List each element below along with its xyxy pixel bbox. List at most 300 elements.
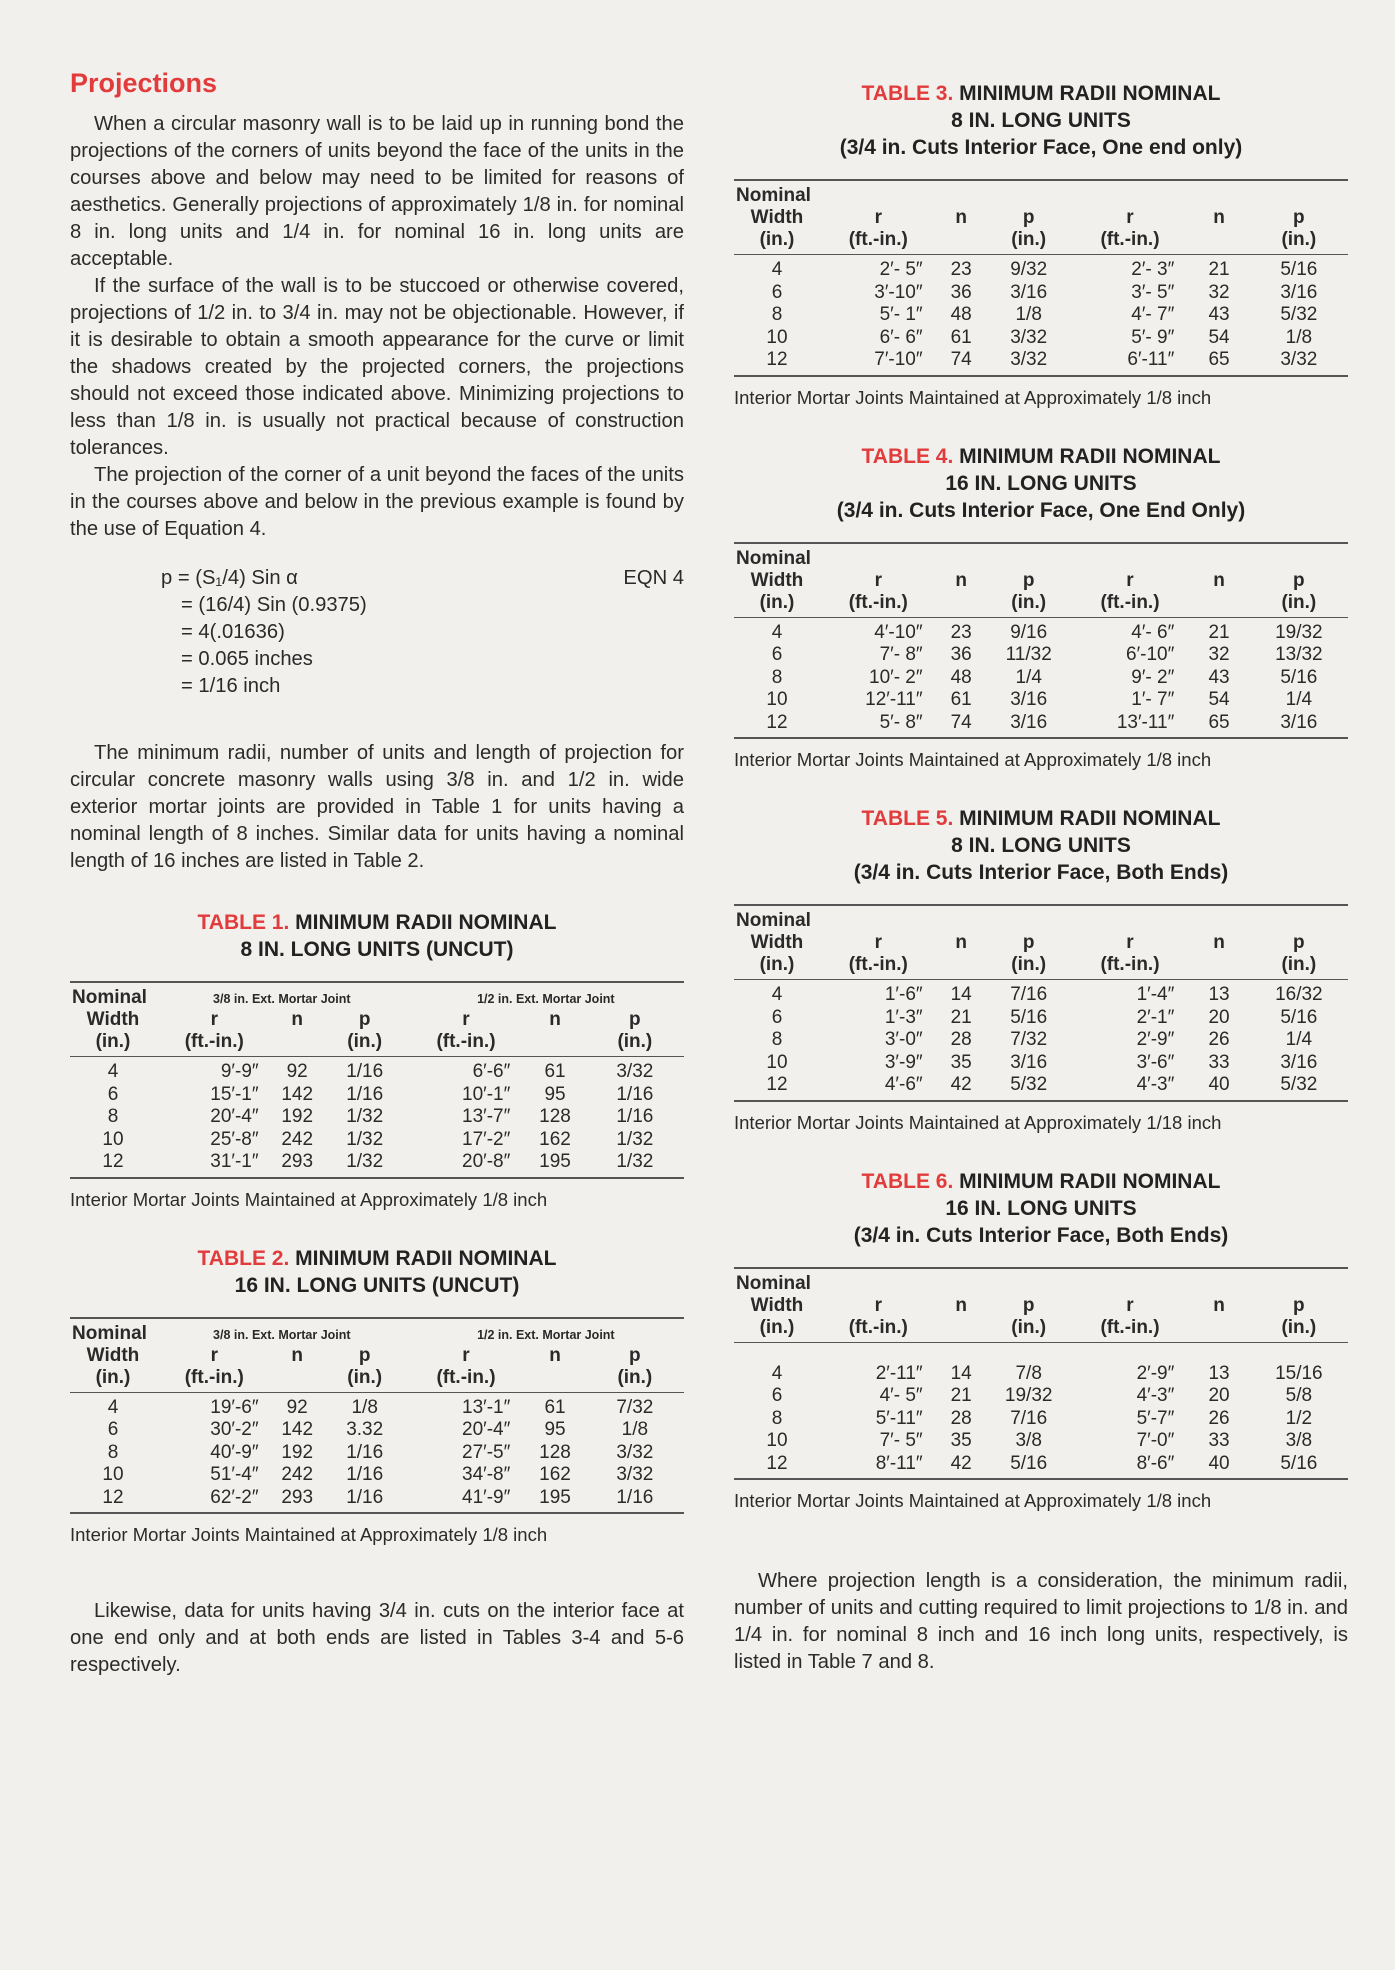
table-cell: 5/16 [1010, 1006, 1048, 1028]
table-cell: 10 [766, 689, 788, 710]
table-cell: 293 [281, 1486, 314, 1508]
table-cell: 19′-6″ [210, 1396, 259, 1418]
table-cell: 17′-2″ [462, 1128, 511, 1150]
table-cell: 1/8 [1285, 326, 1313, 348]
table-cell: 92 [286, 1396, 308, 1418]
column-header: n [955, 932, 967, 953]
table-row [70, 1151, 684, 1178]
table-cell: 3′- 5″ [1131, 281, 1175, 303]
table-cell: 5/8 [1285, 1385, 1313, 1406]
table-cell: 74 [950, 711, 972, 733]
table-4-title [734, 443, 1348, 524]
table-cell: 3/32 [616, 1441, 654, 1463]
table-cell: 28 [950, 1029, 972, 1050]
table-title-line: 16 IN. LONG UNITS [945, 1196, 1137, 1220]
table-cell: 65 [1208, 711, 1230, 733]
table-cell: 8 [771, 1029, 783, 1050]
table-cell: 95 [544, 1083, 566, 1105]
table-cell: 20 [1208, 1385, 1230, 1406]
table-cell: 2′-11″ [875, 1362, 923, 1384]
table-title-line: MINIMUM RADII NOMINAL [959, 444, 1221, 468]
column-header: r [210, 1344, 218, 1366]
column-header: (in.) [986, 229, 1072, 255]
table-cell: 4 [107, 1396, 119, 1418]
table-cell: 162 [539, 1464, 571, 1485]
column-header: p [629, 1344, 641, 1366]
column-header: (ft.-in.) [1072, 229, 1189, 255]
table-cell: 192 [281, 1441, 314, 1463]
table-cell: 1/2 [1285, 1407, 1313, 1429]
table-cell: 10 [102, 1128, 124, 1150]
column-header: p [1293, 569, 1305, 591]
table-cell: 2′-9″ [1136, 1362, 1175, 1384]
table-cell: 8 [107, 1441, 119, 1463]
table-cell: 40′-9″ [210, 1441, 259, 1463]
column-header: Width [750, 932, 804, 953]
table-cell: 12 [766, 711, 788, 733]
table-cell: 4′- 5″ [879, 1385, 923, 1406]
table-cell: 1/16 [616, 1106, 654, 1127]
table-row [70, 1057, 684, 1084]
column-header: r [874, 932, 882, 953]
column-header: (ft.-in.) [156, 1367, 273, 1393]
table-cell: 3/32 [1010, 349, 1048, 370]
table-number: TABLE 2. [197, 1246, 290, 1270]
table-cell: 3′-6″ [1136, 1051, 1175, 1073]
table-cell: 3′-9″ [884, 1051, 923, 1073]
table-cell: 40 [1208, 1074, 1230, 1095]
column-header [820, 905, 1348, 932]
table-cell: 1/4 [1015, 666, 1042, 688]
table-cell: 5/32 [1280, 1074, 1318, 1095]
table-1-title [70, 909, 684, 963]
table-cell: 142 [281, 1083, 314, 1105]
table-cell: 1/32 [346, 1106, 384, 1127]
table-number: TABLE 1. [197, 911, 290, 934]
table-cell: 21 [950, 1006, 972, 1028]
table-cell: 2′-1″ [1136, 1006, 1175, 1028]
table-cell: 8 [771, 666, 783, 688]
table-cell: 1/16 [346, 1061, 384, 1082]
table-title-line: MINIMUM RADII NOMINAL [295, 1246, 557, 1270]
table-cell: 3.32 [346, 1419, 384, 1440]
table-cell: 6′-6″ [472, 1061, 511, 1082]
table-cell: 4 [107, 1061, 119, 1082]
table-2 [70, 1317, 684, 1515]
table-number: TABLE 3. [861, 82, 954, 105]
table-cell: 10 [766, 1051, 788, 1073]
paragraph: When a circular masonry wall is to be laid up in running bond the projections of the corners of units beyond the face of the units in the courses above and below may need to be limited for reasons of aesthetics. Generally projections of approximately 1/8 in. for nominal 8 in. long units and 1/4 in. for nominal 16 in. long units are acceptable. [70, 113, 684, 270]
table-cell: 6 [771, 1006, 783, 1028]
table-cell: 21 [1208, 621, 1230, 643]
table-cell: 30′-2″ [210, 1419, 259, 1440]
table-cell: 43 [1208, 304, 1230, 325]
table-cell: 19/32 [1275, 621, 1323, 643]
table-cell: 3/16 [1010, 1051, 1048, 1073]
table-row [734, 980, 1348, 1007]
table-cell: 5′- 1″ [879, 304, 923, 325]
table-cell: 10 [766, 1430, 788, 1451]
column-group-header: 3/8 in. Ext. Mortar Joint [213, 992, 351, 1006]
column-header: (in.) [70, 1031, 156, 1057]
table-cell: 35 [950, 1430, 972, 1451]
column-header [273, 1031, 322, 1057]
equation-block [70, 565, 684, 700]
column-header [937, 229, 986, 255]
table-row [70, 1419, 684, 1442]
table-row [734, 667, 1348, 690]
table-cell: 1/16 [616, 1083, 654, 1105]
table-cell: 8 [771, 304, 783, 325]
table-cell: 27′-5″ [462, 1441, 511, 1463]
table-cell: 195 [539, 1486, 571, 1508]
column-header: (ft.-in.) [820, 1317, 937, 1343]
equation-line: = (16/4) Sin (0.9375) [181, 594, 367, 616]
equation-line: = 4(.01636) [181, 621, 285, 643]
column-header: (in.) [322, 1031, 408, 1057]
table-cell: 12 [102, 1486, 124, 1508]
table-row [734, 1074, 1348, 1101]
table-cell: 7′- 8″ [879, 644, 923, 665]
table-title-line: MINIMUM RADII NOMINAL [959, 1169, 1221, 1193]
column-header: n [955, 569, 967, 591]
table-cell: 3/32 [616, 1061, 654, 1082]
column-header: (in.) [586, 1031, 684, 1057]
table-cell: 3/32 [616, 1464, 654, 1485]
table-title-line: (3/4 in. Cuts Interior Face, Both Ends) [853, 861, 1229, 884]
table-cell: 32 [1208, 644, 1230, 665]
table-cell: 3/8 [1285, 1430, 1313, 1451]
table-cell: 12 [766, 1452, 788, 1474]
table-cell: 12 [766, 349, 788, 370]
table-cell: 9/32 [1010, 259, 1048, 280]
table-cell: 7/16 [1010, 984, 1048, 1005]
column-header: p [1022, 1294, 1035, 1316]
column-header: r [1126, 569, 1134, 591]
table-row [734, 712, 1348, 739]
column-header: (ft.-in.) [408, 1031, 525, 1057]
column-header: (in.) [734, 1317, 820, 1343]
table-cell: 1/4 [1285, 689, 1313, 710]
table-cell: 48 [950, 304, 972, 325]
column-header [937, 954, 986, 980]
table-row [734, 255, 1348, 282]
table-cell: 13′-1″ [462, 1396, 511, 1418]
table-cell: 54 [1208, 326, 1230, 348]
column-header: (in.) [1250, 592, 1348, 618]
table-cell: 23 [950, 259, 972, 280]
table-cell: 7/8 [1015, 1362, 1042, 1384]
column-header: n [955, 207, 967, 228]
table-cell: 21 [1208, 259, 1230, 280]
table-cell: 3′-0″ [884, 1029, 923, 1050]
table-cell: 23 [950, 621, 972, 643]
table-cell: 33 [1208, 1430, 1230, 1451]
table-cell: 5′- 8″ [879, 711, 923, 733]
column-header: (ft.-in.) [820, 592, 937, 618]
equation-label: EQN 4 [623, 567, 684, 589]
table-title-line: (3/4 in. Cuts Interior Face, One end only) [839, 136, 1243, 159]
table-cell: 4′-3″ [1136, 1074, 1175, 1095]
table-cell: 7/16 [1010, 1407, 1048, 1429]
table-title-line: MINIMUM RADII NOMINAL [959, 807, 1221, 830]
table-cell: 4′- 6″ [1131, 621, 1175, 643]
column-header: (in.) [734, 229, 820, 255]
table-cell: 48 [950, 666, 972, 688]
table-cell: 13′-7″ [462, 1106, 511, 1127]
table-note: Interior Mortar Joints Maintained at Approximately 1/8 inch [734, 386, 1212, 408]
table-row [734, 349, 1348, 376]
table-cell: 19/32 [1004, 1385, 1053, 1406]
table-cell: 7′-10″ [874, 349, 923, 370]
table-cell: 128 [539, 1441, 571, 1463]
column-header: p [1293, 207, 1305, 228]
table-row [70, 1392, 684, 1419]
table-note: Interior Mortar Joints Maintained at Approximately 1/8 inch [734, 1490, 1212, 1511]
table-6 [734, 1267, 1348, 1481]
table-cell: 7′-0″ [1136, 1430, 1175, 1451]
table-cell: 26 [1208, 1407, 1230, 1429]
table-cell: 4′-6″ [884, 1074, 923, 1095]
table-1 [70, 981, 684, 1179]
column-header [1188, 1317, 1249, 1343]
column-header: Width [750, 1294, 804, 1316]
table-2-title [70, 1245, 684, 1299]
table-cell: 1/32 [346, 1128, 384, 1150]
table-cell: 1/8 [351, 1396, 378, 1418]
table-cell: 15′-1″ [210, 1083, 259, 1105]
paragraph: Likewise, data for units having 3/4 in. cuts on the interior face at one end only and at both ends are listed in Tables 3-4 and 5-6 respectively. [70, 1600, 684, 1676]
table-cell: 1′-4″ [1136, 984, 1175, 1005]
table-cell: 32 [1208, 281, 1230, 303]
table-note: Interior Mortar Joints Maintained at Approximately 1/18 inch [734, 1111, 1222, 1133]
table-row [734, 1453, 1348, 1480]
column-header: p [629, 1009, 641, 1030]
table-title-line: 8 IN. LONG UNITS (UNCUT) [240, 938, 514, 961]
column-header: r [1126, 1294, 1134, 1316]
paragraph: If the surface of the wall is to be stuccoed or otherwise covered, projections of 1/2 in. to 3/4 in. may not be objectionable. However, if it is desirable to obtain a smooth appearance for the curve or limit the shadows created by the projected corners, the projections should not exceed those indicated above. Minimizing projections to less than 1/8 in. is usually not practical because of construction tolerances. [70, 275, 684, 459]
column-header [937, 1317, 986, 1343]
table-row [734, 1408, 1348, 1431]
table-cell: 25′-8″ [210, 1128, 259, 1150]
table-5-title [734, 805, 1348, 886]
column-header: (in.) [1250, 1317, 1348, 1343]
table-cell: 5/32 [1280, 304, 1318, 325]
column-header: (ft.-in.) [408, 1367, 525, 1393]
column-header: (ft.-in.) [820, 954, 937, 980]
table-4 [734, 542, 1348, 740]
column-header: Nominal [72, 1322, 147, 1344]
column-header: (in.) [1250, 954, 1348, 980]
table-cell: 61 [950, 689, 972, 710]
table-cell: 1′-3″ [884, 1006, 923, 1028]
table-cell: 20′-4″ [210, 1106, 259, 1127]
column-header: (in.) [734, 954, 820, 980]
table-cell: 5/16 [1280, 259, 1318, 280]
right-column [734, 80, 1348, 1676]
table-row [734, 1385, 1348, 1408]
column-header: (ft.-in.) [820, 229, 937, 255]
table-row [734, 644, 1348, 667]
table-cell: 95 [544, 1419, 566, 1440]
column-header: Width [86, 1344, 140, 1366]
table-cell: 15/16 [1275, 1362, 1323, 1384]
column-header [524, 1031, 585, 1057]
left-column [70, 68, 684, 1679]
table-cell: 5′-11″ [875, 1407, 923, 1429]
equation-line: = 0.065 inches [181, 648, 313, 670]
table-cell: 1/8 [621, 1419, 649, 1440]
table-note: Interior Mortar Joints Maintained at Approximately 1/8 inch [734, 749, 1212, 770]
table-cell: 4 [771, 984, 783, 1005]
table-cell: 1/16 [346, 1486, 384, 1508]
table-cell: 6 [771, 1385, 783, 1406]
table-cell: 1/16 [346, 1441, 384, 1463]
column-group-header: 1/2 in. Ext. Mortar Joint [477, 1327, 615, 1342]
table-number: TABLE 5. [861, 807, 954, 830]
table-cell: 36 [950, 644, 972, 665]
column-header: (in.) [734, 592, 820, 618]
column-header: r [874, 1294, 882, 1316]
table-cell: 6 [771, 644, 783, 665]
column-header: r [1126, 932, 1134, 953]
table-note: Interior Mortar Joints Maintained at Approximately 1/8 inch [70, 1524, 548, 1545]
table-note: Interior Mortar Joints Maintained at Approximately 1/8 inch [70, 1188, 548, 1210]
table-cell: 1/16 [616, 1486, 654, 1508]
table-cell: 3/16 [1010, 711, 1048, 733]
column-header: Nominal [736, 1272, 811, 1294]
column-header: (ft.-in.) [1072, 1317, 1189, 1343]
table-cell: 61 [544, 1061, 566, 1082]
table-row [70, 1442, 684, 1465]
table-cell: 6′-10″ [1126, 644, 1175, 665]
table-cell: 20′-4″ [462, 1419, 511, 1440]
column-header: n [955, 1294, 967, 1316]
paragraph: The minimum radii, number of units and length of projection for circular concrete masonry walls using 3/8 in. and 1/2 in. wide exterior mortar joints are provided in Table 1 for units having a nominal length of 8 inches. Similar data for units having a nominal length of 16 inches are listed in Table 2. [70, 742, 684, 872]
table-cell: 14 [950, 984, 972, 1005]
table-cell: 12 [102, 1151, 124, 1172]
table-3 [734, 179, 1348, 377]
column-header: n [291, 1009, 303, 1030]
table-title-line: (3/4 in. Cuts Interior Face, One End Only) [836, 498, 1246, 522]
table-cell: 35 [950, 1051, 972, 1073]
column-header: p [358, 1009, 371, 1030]
table-row [734, 327, 1348, 350]
table-cell: 33 [1208, 1051, 1230, 1073]
column-header: (in.) [1250, 229, 1348, 255]
table-row [70, 1084, 684, 1107]
equation-line: p = (S₁/4) Sin α [161, 567, 298, 589]
table-cell: 34′-8″ [462, 1464, 511, 1485]
table-cell: 43 [1208, 666, 1230, 688]
table-number: TABLE 4. [861, 444, 954, 468]
column-header: (in.) [586, 1367, 684, 1393]
table-row [734, 304, 1348, 327]
column-header: p [358, 1344, 371, 1366]
table-cell: 42 [950, 1074, 972, 1095]
table-cell: 4 [771, 621, 783, 643]
column-header: n [549, 1344, 561, 1366]
column-header: (ft.-in.) [1072, 954, 1189, 980]
table-title-line: MINIMUM RADII NOMINAL [295, 911, 557, 934]
table-cell: 13 [1208, 1362, 1230, 1384]
table-title-line: MINIMUM RADII NOMINAL [959, 82, 1221, 105]
table-cell: 2′-9″ [1136, 1029, 1175, 1050]
table-cell: 14 [950, 1362, 972, 1384]
table-title-line: 16 IN. LONG UNITS [945, 471, 1137, 495]
table-cell: 51′-4″ [210, 1464, 259, 1485]
column-header [273, 1367, 322, 1393]
table-row [70, 1129, 684, 1152]
column-header: (in.) [986, 954, 1072, 980]
table-cell: 3/8 [1015, 1430, 1042, 1451]
column-header: r [874, 207, 882, 228]
column-header: (in.) [986, 1317, 1072, 1343]
table-row [734, 1007, 1348, 1030]
column-header: r [462, 1344, 470, 1366]
table-row [70, 1464, 684, 1487]
table-cell: 10 [102, 1464, 124, 1485]
table-cell: 4′-10″ [874, 621, 923, 643]
column-header: p [1022, 932, 1035, 953]
table-cell: 4′- 7″ [1131, 304, 1175, 325]
table-cell: 20′-8″ [462, 1151, 511, 1172]
column-header: Width [750, 569, 804, 591]
table-cell: 9/16 [1010, 621, 1048, 643]
table-cell: 9′-9″ [220, 1061, 259, 1082]
table-5 [734, 904, 1348, 1102]
table-cell: 12′-11″ [865, 689, 923, 710]
table-title-line: 8 IN. LONG UNITS [951, 834, 1131, 857]
column-header: (in.) [322, 1367, 408, 1393]
table-cell: 3/16 [1280, 281, 1318, 303]
column-group-header: 1/2 in. Ext. Mortar Joint [477, 992, 615, 1006]
paragraph: The projection of the corner of a unit beyond the faces of the units in the courses above and below in the previous example is found by the use of Equation 4. [70, 464, 684, 540]
table-cell: 142 [281, 1419, 314, 1440]
table-cell: 5/16 [1010, 1452, 1048, 1474]
column-header: n [291, 1344, 303, 1366]
table-cell: 40 [1208, 1452, 1230, 1474]
table-cell: 2′- 5″ [879, 259, 923, 280]
table-3-title [734, 80, 1348, 161]
table-cell: 10 [766, 326, 788, 348]
table-cell: 8 [107, 1106, 119, 1127]
column-header: Width [86, 1009, 140, 1030]
table-cell: 162 [539, 1128, 571, 1150]
table-cell: 1/32 [346, 1151, 384, 1172]
table-cell: 61 [544, 1396, 566, 1418]
table-cell: 3/16 [1010, 689, 1048, 710]
table-cell: 21 [950, 1385, 972, 1406]
table-cell: 13 [1208, 984, 1230, 1005]
table-cell: 1′- 7″ [1131, 689, 1175, 710]
column-header: (in.) [986, 592, 1072, 618]
table-cell: 61 [950, 326, 972, 348]
table-cell: 5/16 [1280, 1006, 1318, 1028]
table-row [70, 1106, 684, 1129]
column-header [937, 592, 986, 618]
column-header [1188, 229, 1249, 255]
column-header: (ft.-in.) [156, 1031, 273, 1057]
table-cell: 5′- 9″ [1131, 326, 1175, 348]
column-header: r [1126, 207, 1134, 228]
table-cell: 8 [771, 1407, 783, 1429]
table-cell: 9′- 2″ [1131, 666, 1175, 688]
table-cell: 7/32 [616, 1396, 654, 1418]
table-cell: 26 [1208, 1029, 1230, 1050]
table-cell: 1/4 [1285, 1029, 1313, 1050]
table-cell: 13′-11″ [1116, 711, 1175, 733]
